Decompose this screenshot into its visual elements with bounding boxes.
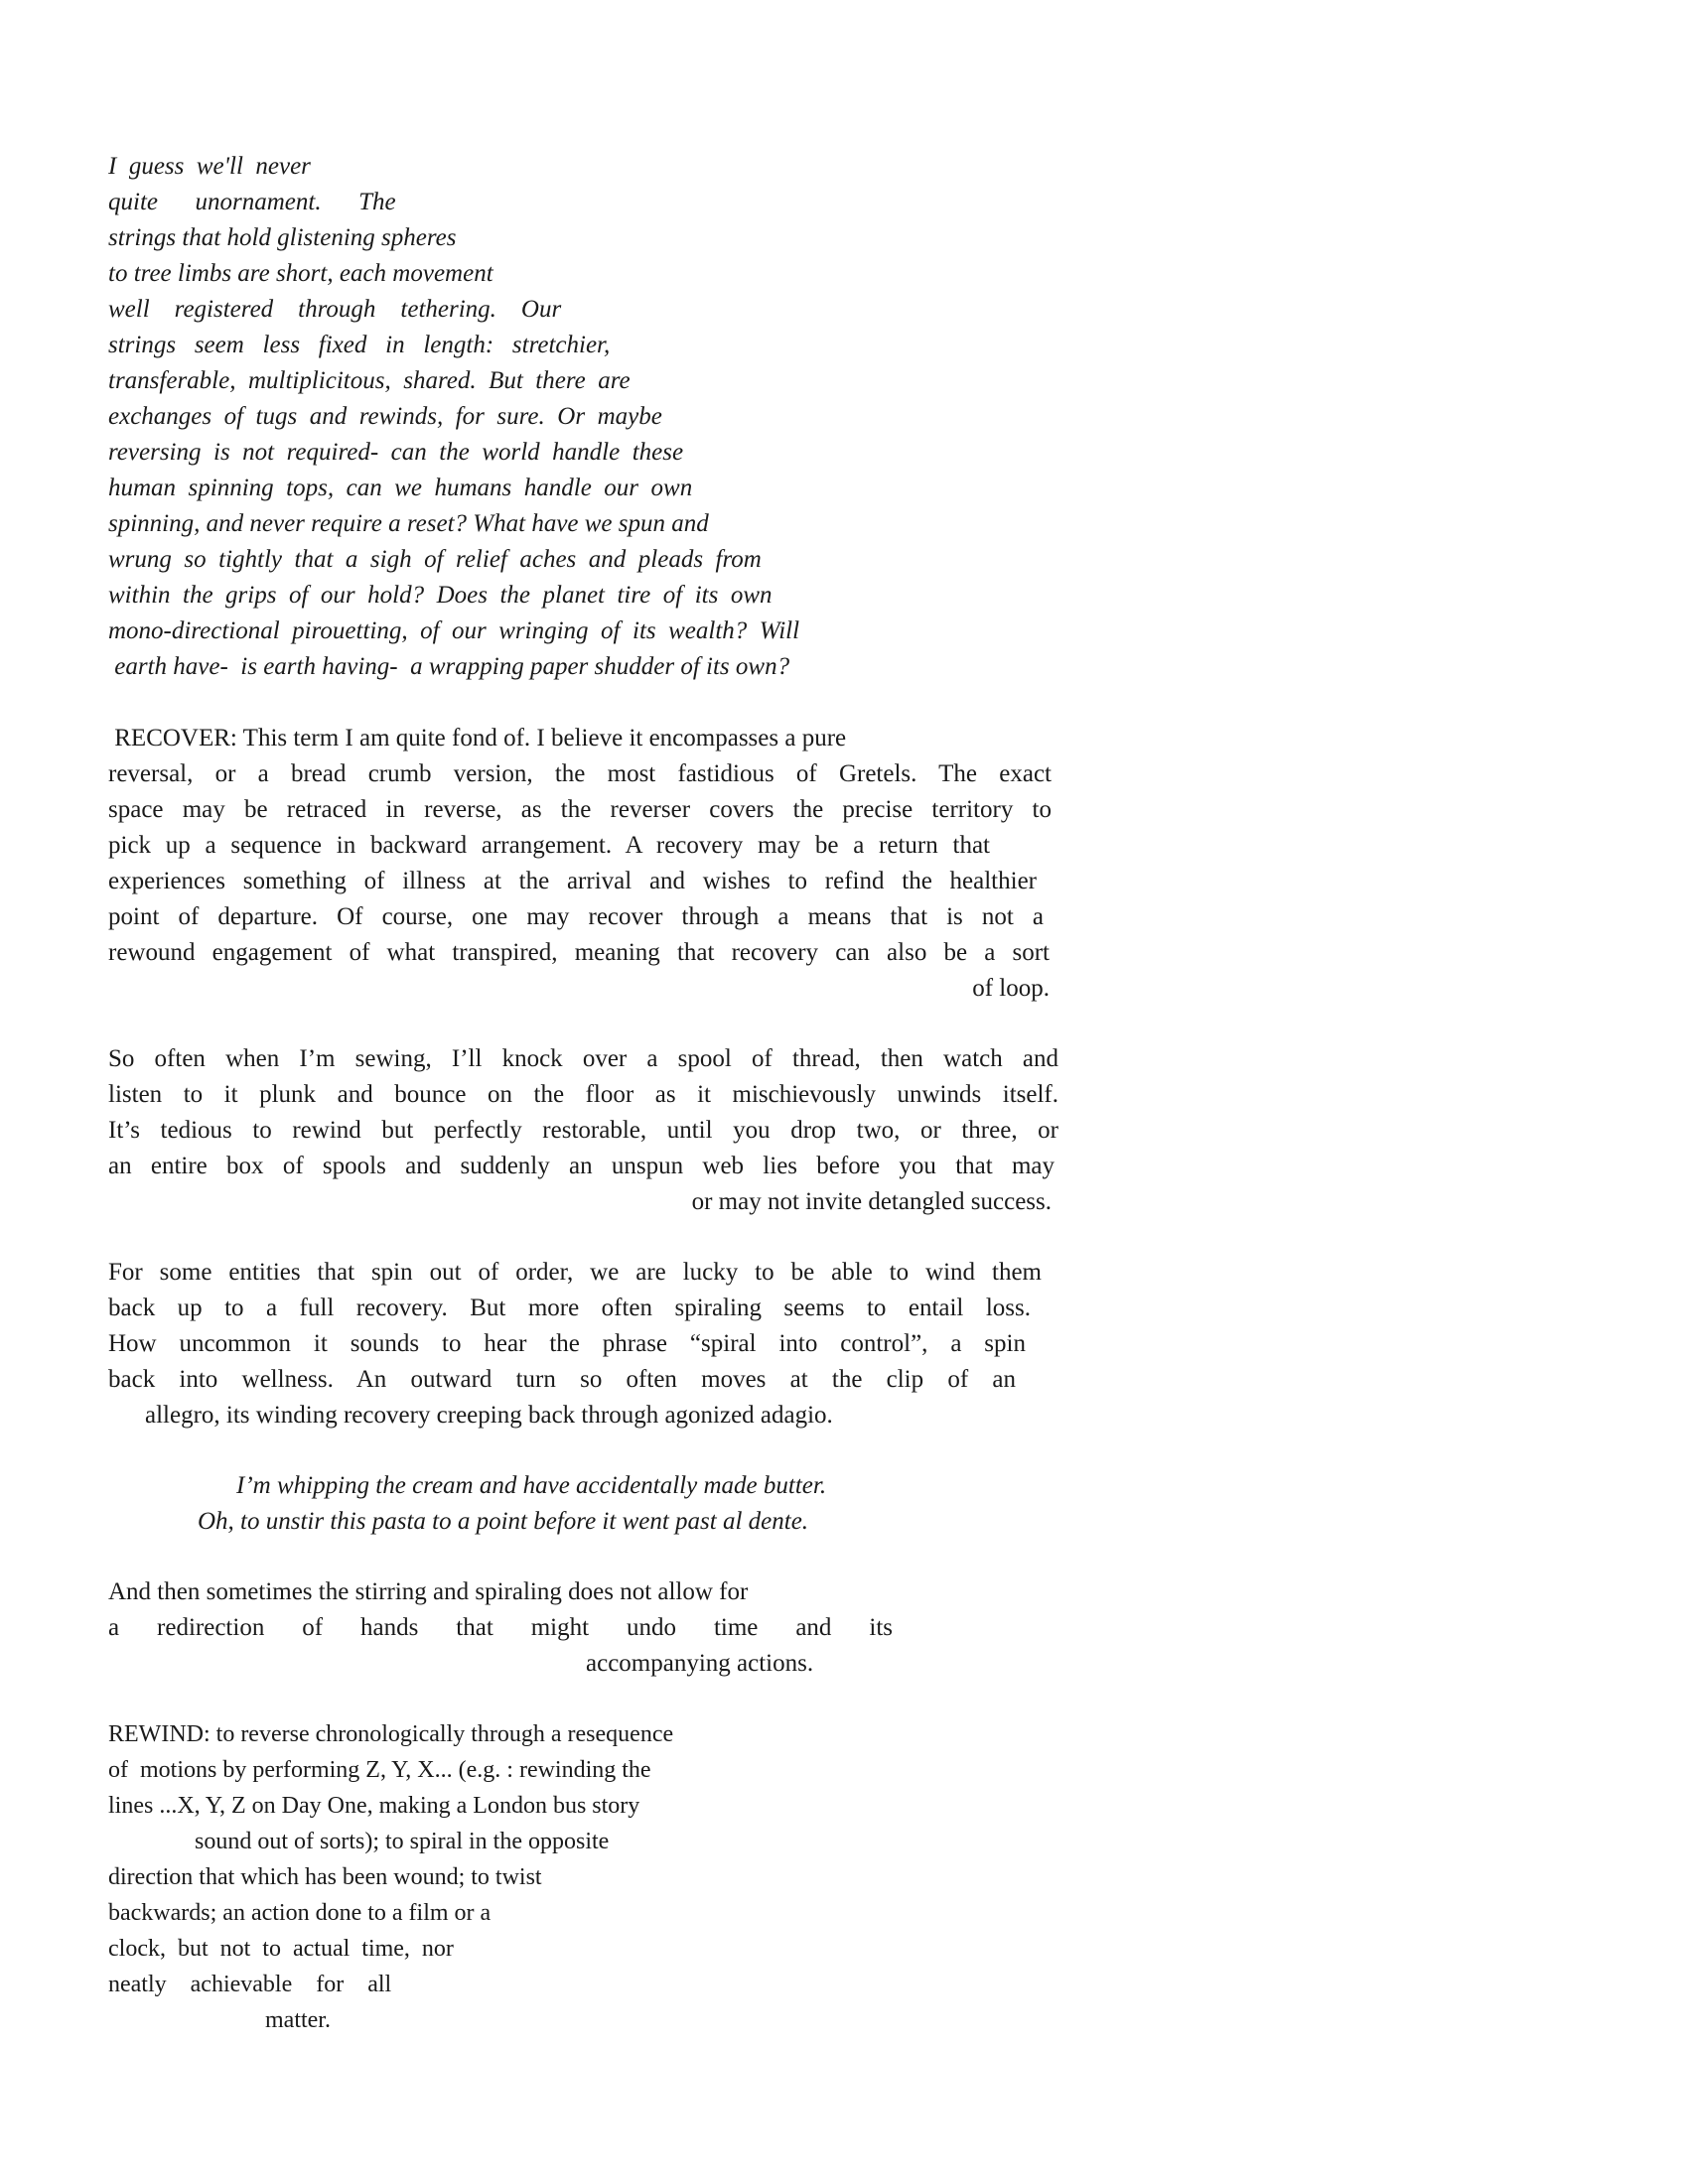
poem-line: strings seem less fixed in length: stretchier, [108,332,611,358]
paragraph-line: or may not invite detangled success. [691,1188,1052,1215]
quote-line: I’m whipping the cream and have accidentally made butter. [236,1472,827,1499]
paragraph-line: accompanying actions. [586,1650,814,1677]
poem-line: mono-directional pirouetting, of our wringing of its wealth? Will [108,617,800,644]
poem-line: strings that hold glistening spheres [108,224,457,251]
poem-line: transferable, multiplicitous, shared. But there are [108,367,631,394]
poem-line: spinning, and never require a reset? What have we spun and [108,510,709,537]
paragraph-line: listen to it plunk and bounce on the floor as it mischievously unwinds itself. [108,1081,1058,1108]
poem-line: human spinning tops, can we humans handle our own [108,475,693,501]
poem-line: to tree limbs are short, each movement [108,260,493,287]
paragraph-line: of loop. [972,975,1050,1002]
paragraph-line: experiences something of illness at the arrival and wishes to refind the healthier [108,868,1037,894]
paragraph-line: pick up a sequence in backward arrangement. A recovery may be a return that [108,832,990,859]
definition-line: direction that which has been wound; to twist [108,1864,542,1890]
paragraph-line: back into wellness. An outward turn so often moves at the clip of an [108,1366,1016,1393]
paragraph-line: back up to a full recovery. But more often spiraling seems to entail loss. [108,1295,1031,1321]
paragraph-line: For some entities that spin out of order, we are lucky to be able to wind them [108,1259,1042,1286]
paragraph-line: It’s tedious to rewind but perfectly restorable, until you drop two, or three, or [108,1117,1058,1144]
definition-line: neatly achievable for all [108,1972,392,1997]
definition-line: of motions by performing Z, Y, X... (e.g. : rewinding the [108,1757,651,1783]
definition-line: backwards; an action done to a film or a [108,1900,492,1926]
paragraph-line: reversal, or a bread crumb version, the most fastidious of Gretels. The exact [108,760,1052,787]
poem-line: well registered through tethering. Our [108,296,562,323]
paragraph-line: space may be retraced in reverse, as the reverser covers the precise territory to [108,796,1052,823]
paragraph-line: a redirection of hands that might undo time and its [108,1614,893,1641]
paragraph-line: So often when I’m sewing, I’ll knock over a spool of thread, then watch and [108,1045,1058,1072]
poem-line: quite unornament. The [108,189,396,215]
definition-line: matter. [265,2007,331,2033]
paragraph-line: an entire box of spools and suddenly an unspun web lies before you that may [108,1153,1055,1179]
quote-line: Oh, to unstir this pasta to a point before it went past al dente. [198,1508,809,1535]
poem-line: within the grips of our hold? Does the planet tire of its own [108,582,773,609]
paragraph-line: allegro, its winding recovery creeping back through agonized adagio. [145,1402,833,1429]
poem-line: exchanges of tugs and rewinds, for sure. Or maybe [108,403,662,430]
definition-line: lines ...X, Y, Z on Day One, making a London bus story [108,1793,640,1819]
definition-line: REWIND: to reverse chronologically through a resequence [108,1721,674,1747]
poem-line: I guess we'll never [108,153,311,180]
paragraph-line: rewound engagement of what transpired, meaning that recovery can also be a sort [108,939,1050,966]
paragraph-line: And then sometimes the stirring and spiraling does not allow for [108,1578,749,1605]
definition-line: clock, but not to actual time, nor [108,1936,454,1962]
poem-line: reversing is not required- can the world handle these [108,439,684,466]
poem-line: wrung so tightly that a sigh of relief aches and pleads from [108,546,762,573]
paragraph-line: point of departure. Of course, one may recover through a means that is not a [108,903,1044,930]
paragraph-line: RECOVER: This term I am quite fond of. I believe it encompasses a pure [108,725,847,751]
definition-line: sound out of sorts); to spiral in the opposite [195,1829,610,1854]
paragraph-line: How uncommon it sounds to hear the phrase “spiral into control”, a spin [108,1330,1026,1357]
poem-line: earth have- is earth having- a wrapping paper shudder of its own? [108,653,790,680]
